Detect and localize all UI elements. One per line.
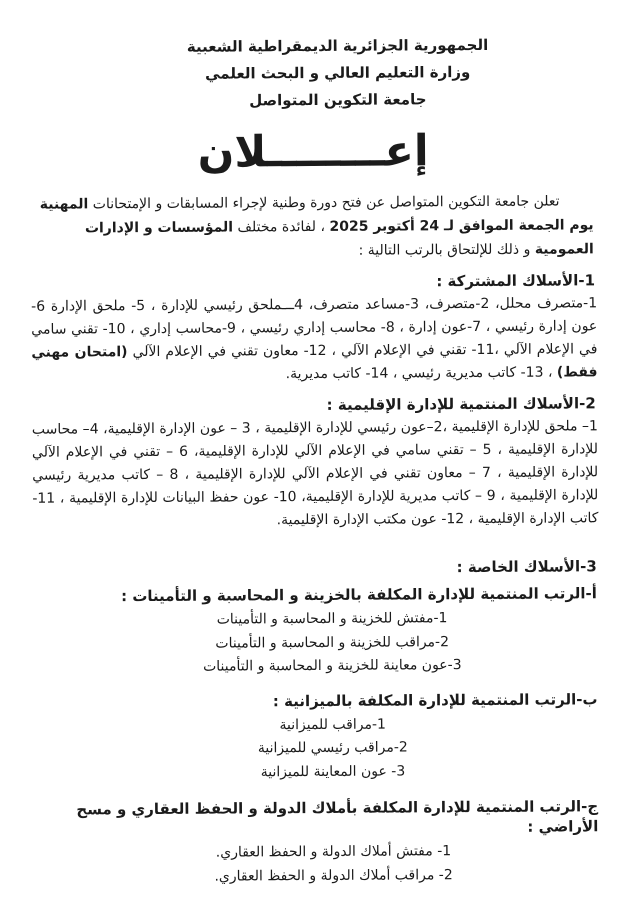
common-corps-heading: 1-الأسلاك المشتركة : [437,271,597,291]
list-item: 2-مراقب للخزينة و المحاسبة و التأمينات [216,633,451,652]
intro-text-3: و ذلك للإلتحاق بالرتب التالية : [359,241,536,259]
special-corps-heading: 3-الأسلاك الخاصة : [457,557,598,577]
treasury-ranks-heading: أ-الرتب المنتمية للإدارة المكلفة بالخزينة و المحاسبة و التأمينات : [122,584,598,606]
announcement-title: إعــــــــلان [198,126,430,178]
budget-ranks-list [18,711,632,785]
header-republic-line: الجمهورية الجزائرية الديمقراطية الشعبية [187,35,490,56]
list-item: 2-مراقب رئيسي للميزانية [258,739,409,757]
state-property-ranks-list [18,839,632,890]
intro-text-1: تعلن جامعة التكوين المتواصل عن فتح دورة وطنية لإجراء المسابقات و الإمتحانات [89,193,561,213]
list-item: 1- مفتش أملاك الدولة و الحفظ العقاري. [216,843,453,861]
list-item: 1-مراقب للميزانية [280,716,387,733]
header-university-line: جامعة التكوين المتواصل [250,90,428,110]
treasury-ranks-list [17,606,632,680]
intro-text-2: ، لفائدة مختلف [234,218,331,236]
budget-ranks-heading: ب-الرتب المنتمية للإدارة المكلفة بالميزانية : [273,689,599,710]
common-corps-exam-note-bold: (امتحان مهني فقط) [32,344,599,381]
state-property-ranks-heading: ج-الرتب المنتمية للإدارة المكلفة بأملاك الدولة و الحفظ العقاري و مسح الأراضي : [77,797,600,836]
territorial-corps-heading: 2-الأسلاك المنتمية للإدارة الإقليمية : [327,394,597,414]
intro-paragraph [34,189,594,264]
intro-date-bold: المهنية يوم الجمعة الموافق لـ 24 أكتوبر 2025 [40,196,595,235]
list-item: 1-مفتش للخزينة و المحاسبة و التأمينات [217,610,449,628]
intro-institutions-bold: المؤسسات و الإدارات العمومية [85,219,595,258]
list-item: 2- مراقب أملاك الدولة و الحفظ العقاري. [215,866,454,885]
document-header [22,31,632,116]
territorial-corps-list: 1– ملحق للإدارة الإقليمية ،2–عون رئيسي للإدارة الإقليمية ، 3 – عون الإدارة الإقليمية، 4– محاسب للإدارة الإقليمية ، 5 – تقني سامي في الإعلام الآلي للإدارة الإقليمية، 6 – تقني في الإعلام الآلي للإدارة الإقليمية ، 7 – معاون تقني في الإعلام الآلي للإدارة الإقليمية ، 8 – كاتب مديرية رئيسي للإدارة الإقليمية ، 9 – كاتب مديرية للإدارة الإقليمية، 10- عون حفظ البيانات للإدارة الإقليمية ، 11- كاتب الإدارة الإقليمية ، 12- عون مكتب الإدارة الإقليمية. [32,418,600,529]
list-item: 3-عون معاينة للخزينة و المحاسبة و التأمينات [204,657,463,675]
list-item: 3- عون المعاينة للميزانية [261,762,407,780]
common-corps-text-2: ، 13- كاتب مديرية رئيسي ، 14- كاتب مديرية. [286,364,558,383]
common-corps-list [32,292,599,387]
header-ministry-line: وزارة التعليم العالي و البحث العلمي [206,63,472,83]
common-corps-text-1: 1-متصرف محلل، 2-متصرف، 3-مساعد متصرف، 4ـــملحق رئيسي للإدارة ، 5- ملحق الإدارة 6-عون إدارة رئيسي ، 7-عون إدارة ، 8- محاسب إداري رئيسي ، 9-محاسب إداري ، 10- تقني سامي في الإعلام الآلي ،11- تقني في الإعلام الآلي ، 12- معاون تقني في الإعلام الآلي [32,295,599,361]
